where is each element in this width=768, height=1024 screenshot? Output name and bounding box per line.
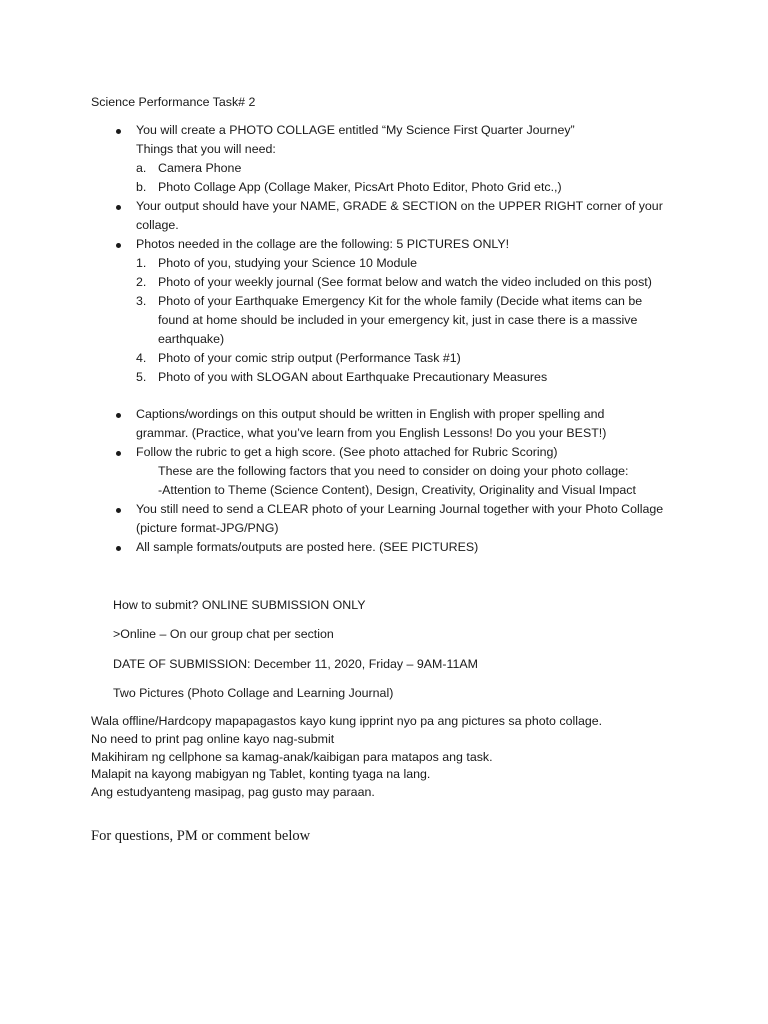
how-to-submit: How to submit? ONLINE SUBMISSION ONLY [113, 598, 366, 612]
photo-item-5: Photo of you with SLOGAN about Earthquake Precautionary Measures [158, 370, 548, 384]
list-marker: a. [136, 161, 147, 175]
list-marker: 3. [136, 294, 147, 308]
bullet-4-line-2: grammar. (Practice, what you’ve learn from you English Lessons! Do you your BEST!) [136, 426, 607, 440]
list-marker: 5. [136, 370, 147, 384]
note-line: No need to print pag online kayo nag-submit [91, 732, 335, 746]
bullet-5-line-2: These are the following factors that you need to consider on doing your photo collage: [158, 464, 629, 478]
note-line: Malapit na kayong mabigyan ng Tablet, konting tyaga na lang. [91, 767, 431, 781]
photo-item-3-line-1: Photo of your Earthquake Emergency Kit for the whole family (Decide what items can be [158, 294, 643, 308]
bullet-6-line-1: You still need to send a CLEAR photo of your Learning Journal together with your Photo Collage [136, 502, 664, 516]
bullet-dot [116, 451, 121, 456]
bullet-2-line-1: Your output should have your NAME, GRADE & SECTION on the UPPER RIGHT corner of your [136, 199, 663, 213]
list-marker: 1. [136, 256, 147, 270]
bullet-dot [116, 413, 121, 418]
note-line: Wala offline/Hardcopy mapapagastos kayo kung ipprint nyo pa ang pictures sa photo collage. [91, 714, 603, 728]
document-title: Science Performance Task# 2 [91, 95, 256, 109]
bullet-7-text: All sample formats/outputs are posted here. (SEE PICTURES) [136, 540, 479, 554]
bullet-dot [116, 243, 121, 248]
two-pictures-note: Two Pictures (Photo Collage and Learning Journal) [113, 686, 394, 700]
bullet-5-line-3: -Attention to Theme (Science Content), Design, Creativity, Originality and Visual Impact [158, 483, 636, 497]
photo-item-1: Photo of you, studying your Science 10 Module [158, 256, 417, 270]
things-needed-label: Things that you will need: [136, 142, 276, 156]
photo-item-3-line-3: earthquake) [158, 332, 225, 346]
bullet-6-line-2: (picture format-JPG/PNG) [136, 521, 279, 535]
bullet-1-text: You will create a PHOTO COLLAGE entitled “My Science First Quarter Journey” [136, 123, 575, 137]
bullet-3-text: Photos needed in the collage are the following: 5 PICTURES ONLY! [136, 237, 510, 251]
bullet-dot [116, 205, 121, 210]
photo-item-2: Photo of your weekly journal (See format below and watch the video included on this post) [158, 275, 652, 289]
bullet-2-line-2: collage. [136, 218, 179, 232]
bullet-5-line-1: Follow the rubric to get a high score. (See photo attached for Rubric Scoring) [136, 445, 558, 459]
list-marker: b. [136, 180, 147, 194]
note-line: Ang estudyanteng masipag, pag gusto may paraan. [91, 785, 375, 799]
bullet-dot [116, 546, 121, 551]
questions-footer: For questions, PM or comment below [91, 828, 311, 844]
bullet-dot [116, 508, 121, 513]
list-marker: 4. [136, 351, 147, 365]
bullet-4-line-1: Captions/wordings on this output should be written in English with proper spelling and [136, 407, 605, 421]
photo-item-4: Photo of your comic strip output (Performance Task #1) [158, 351, 461, 365]
bullet-dot [116, 129, 121, 134]
date-of-submission: DATE OF SUBMISSION: December 11, 2020, Friday – 9AM-11AM [113, 657, 478, 671]
note-line: Makihiram ng cellphone sa kamag-anak/kaibigan para matapos ang task. [91, 750, 493, 764]
list-item-collage-app: Photo Collage App (Collage Maker, PicsArt Photo Editor, Photo Grid etc.,) [158, 180, 562, 194]
list-item-camera-phone: Camera Phone [158, 161, 242, 175]
list-marker: 2. [136, 275, 147, 289]
photo-item-3-line-2: found at home should be included in your emergency kit, just in case there is a massive [158, 313, 638, 327]
online-submission: >Online – On our group chat per section [113, 627, 334, 641]
